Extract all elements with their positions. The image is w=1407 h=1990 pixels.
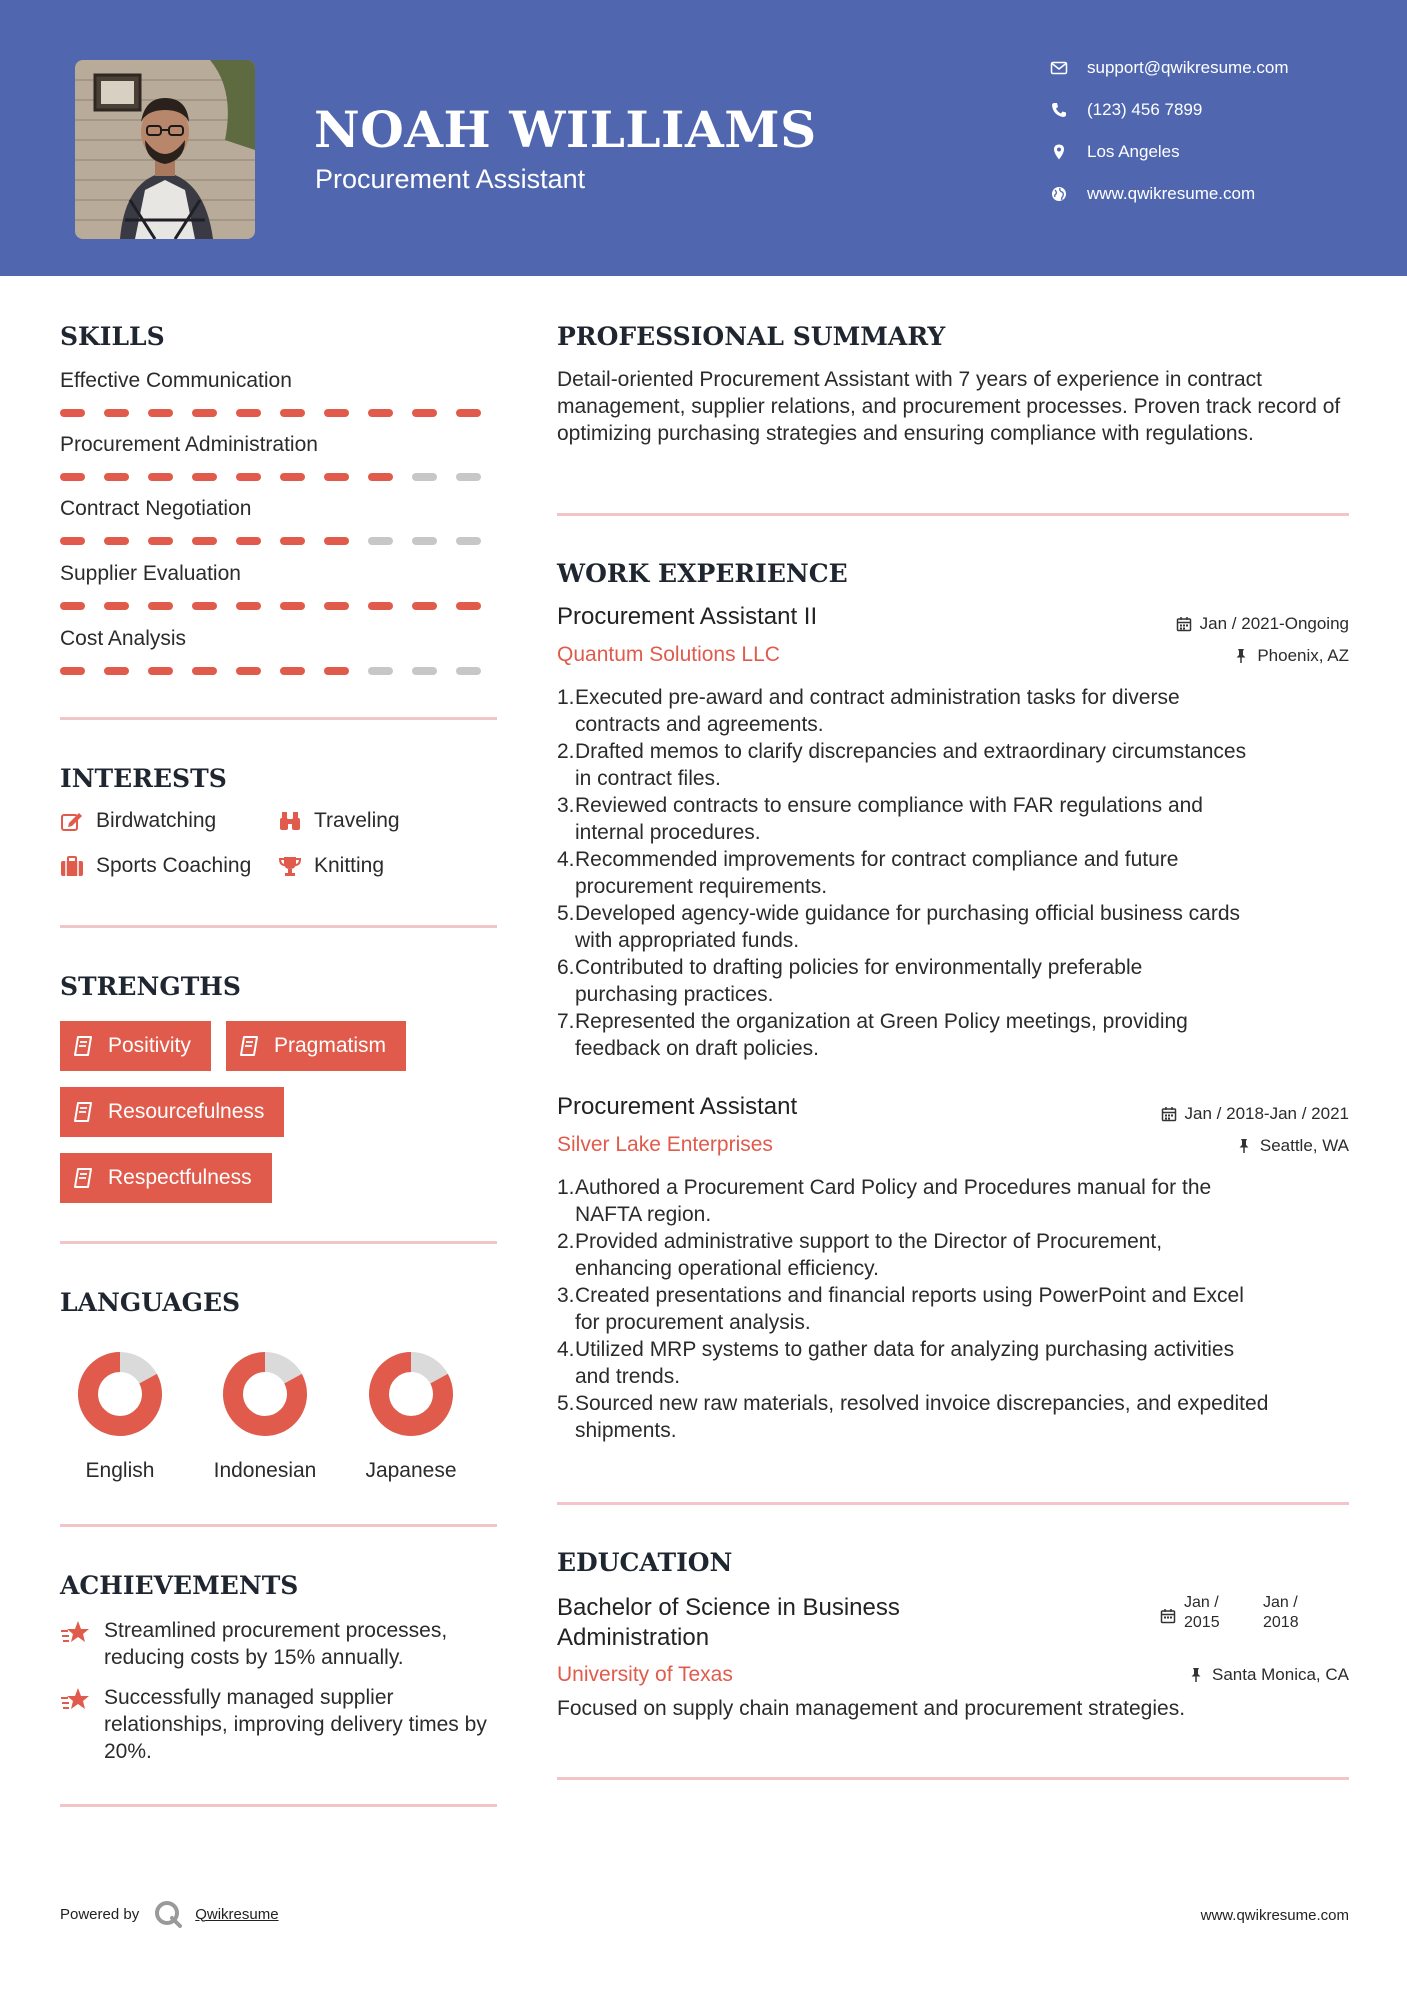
candidate-name: NOAH WILLIAMS bbox=[314, 100, 817, 159]
job-company: Quantum Solutions LLC bbox=[557, 643, 780, 666]
skill-rating-dash bbox=[192, 473, 217, 481]
job-role: Procurement Assistant bbox=[557, 1093, 798, 1120]
pushpin-icon bbox=[1188, 1667, 1204, 1683]
degree-line: Bachelor of Science in Business bbox=[557, 1594, 900, 1621]
list-item bbox=[557, 1174, 1352, 1228]
calendar-icon bbox=[1161, 1106, 1177, 1122]
list-item bbox=[557, 1336, 1352, 1390]
strength-label: Resourcefulness bbox=[108, 1100, 265, 1123]
skill-rating-dash bbox=[104, 667, 129, 675]
phone-icon bbox=[1050, 101, 1068, 119]
skill-rating-dash bbox=[368, 667, 393, 675]
book-icon bbox=[238, 1035, 260, 1057]
list-text bbox=[575, 738, 1246, 792]
list-text bbox=[575, 1390, 1268, 1444]
list-item bbox=[557, 684, 1352, 738]
strength-label: Respectfulness bbox=[108, 1166, 252, 1189]
skill-item bbox=[60, 561, 500, 610]
list-text bbox=[575, 684, 1180, 738]
list-line: enhancing operational efficiency. bbox=[575, 1257, 879, 1280]
briefcase-icon bbox=[60, 855, 84, 877]
job-location-text: Phoenix, AZ bbox=[1257, 646, 1349, 665]
list-number: 2. bbox=[557, 1230, 575, 1253]
skill-rating-dash bbox=[324, 473, 349, 481]
list-item bbox=[557, 1228, 1352, 1282]
education-location-text: Santa Monica, CA bbox=[1211, 1665, 1349, 1684]
list-line: Contributed to drafting policies for environmentally preferable bbox=[575, 956, 1143, 979]
skill-rating-dash bbox=[324, 409, 349, 417]
list-number: 2. bbox=[557, 740, 575, 763]
contact-website-text: www.qwikresume.com bbox=[1087, 184, 1256, 203]
resume-header bbox=[0, 0, 1407, 276]
skill-rating-dash bbox=[280, 667, 305, 675]
contact-email[interactable] bbox=[1050, 58, 1390, 78]
skill-rating-dash bbox=[148, 409, 173, 417]
section-divider bbox=[557, 1502, 1349, 1505]
skill-rating-dash bbox=[192, 409, 217, 417]
list-item bbox=[557, 900, 1352, 954]
section-divider bbox=[60, 925, 497, 928]
skill-rating-dash bbox=[60, 667, 85, 675]
list-item bbox=[557, 954, 1352, 1008]
list-text bbox=[575, 1174, 1211, 1228]
list-item bbox=[557, 1282, 1352, 1336]
skill-item bbox=[60, 626, 500, 675]
list-line: Recommended improvements for contract compliance and future bbox=[575, 848, 1179, 871]
strength-label: Positivity bbox=[108, 1034, 191, 1057]
list-number: 7. bbox=[557, 1010, 575, 1033]
pushpin-icon bbox=[1233, 648, 1249, 664]
skill-rating-dash bbox=[60, 409, 85, 417]
list-line: procurement requirements. bbox=[575, 875, 828, 898]
skill-rating-dash bbox=[456, 602, 481, 610]
skill-rating-dash bbox=[456, 473, 481, 481]
interest-item bbox=[278, 809, 400, 833]
skill-rating-dash bbox=[412, 537, 437, 545]
list-text bbox=[575, 954, 1142, 1008]
list-text bbox=[575, 1228, 1162, 1282]
summary-text: Detail-oriented Procurement Assistant with 7 years of experience in contract management, supplier relations, and procurement processes. Proven track record of optimizing purchasing strategies and ensuring compliance with regulations. bbox=[557, 368, 1341, 445]
date-line: Jan / bbox=[1184, 1594, 1219, 1611]
list-text bbox=[575, 1336, 1234, 1390]
education-degree bbox=[557, 1593, 900, 1653]
list-item bbox=[557, 846, 1352, 900]
skill-name: Cost Analysis bbox=[60, 627, 187, 650]
qwikresume-logo-icon bbox=[153, 1899, 183, 1929]
list-line: with appropriated funds. bbox=[575, 929, 800, 952]
list-text bbox=[575, 1008, 1188, 1062]
skill-rating-dash bbox=[280, 409, 305, 417]
degree-line: Administration bbox=[557, 1624, 710, 1651]
skill-name: Effective Communication bbox=[60, 369, 292, 392]
book-icon bbox=[72, 1101, 94, 1123]
skill-rating-dash bbox=[236, 473, 261, 481]
contact-email-text: support@qwikresume.com bbox=[1087, 58, 1289, 77]
skill-rating-dash bbox=[456, 537, 481, 545]
education-location bbox=[1049, 1665, 1349, 1685]
skill-rating-dash bbox=[236, 409, 261, 417]
list-line: Authored a Procurement Card Policy and Procedures manual for the bbox=[575, 1176, 1212, 1199]
qwikresume-link[interactable]: Qwikresume bbox=[195, 1905, 279, 1923]
profile-photo bbox=[75, 60, 255, 239]
list-line: in contract files. bbox=[575, 767, 721, 790]
section-divider bbox=[60, 1524, 497, 1527]
list-number: 5. bbox=[557, 1392, 575, 1415]
list-item bbox=[557, 738, 1352, 792]
map-marker-icon bbox=[1050, 143, 1068, 161]
section-divider bbox=[60, 717, 497, 720]
star-icon bbox=[60, 1619, 90, 1647]
section-divider bbox=[60, 1241, 497, 1244]
language-name: English bbox=[85, 1459, 155, 1482]
skill-rating-dash bbox=[236, 667, 261, 675]
list-line: contracts and agreements. bbox=[575, 713, 824, 736]
list-line: Utilized MRP systems to gather data for analyzing purchasing activities bbox=[575, 1338, 1235, 1361]
experience-heading: WORK EXPERIENCE bbox=[557, 559, 848, 588]
skill-rating bbox=[60, 409, 500, 417]
skill-rating bbox=[60, 602, 500, 610]
education-dates bbox=[1160, 1593, 1350, 1637]
list-line: purchasing practices. bbox=[575, 983, 774, 1006]
interest-item bbox=[60, 809, 216, 833]
edit-icon bbox=[60, 810, 84, 832]
footer-website-link[interactable]: www.qwikresume.com bbox=[1200, 1907, 1349, 1924]
skill-rating-dash bbox=[60, 473, 85, 481]
envelope-icon bbox=[1050, 59, 1068, 77]
skill-rating-dash bbox=[236, 537, 261, 545]
skill-rating-dash bbox=[280, 473, 305, 481]
section-divider bbox=[557, 1777, 1349, 1780]
languages-heading: LANGUAGES bbox=[60, 1288, 241, 1317]
skill-rating-dash bbox=[456, 667, 481, 675]
list-text bbox=[575, 792, 1203, 846]
list-number: 1. bbox=[557, 1176, 575, 1199]
interest-label: Knitting bbox=[314, 854, 385, 877]
skill-rating-dash bbox=[104, 409, 129, 417]
list-number: 3. bbox=[557, 1284, 575, 1307]
contact-website[interactable] bbox=[1050, 184, 1390, 204]
binoculars-icon bbox=[278, 810, 302, 832]
strength-tag bbox=[226, 1021, 406, 1071]
skill-rating-dash bbox=[324, 602, 349, 610]
skill-rating-dash bbox=[104, 473, 129, 481]
achievement-text: Streamlined procurement processes, reducing costs by 15% annually. bbox=[104, 1619, 448, 1669]
skill-rating-dash bbox=[412, 409, 437, 417]
skill-rating-dash bbox=[368, 537, 393, 545]
job-dates bbox=[1049, 1104, 1349, 1124]
contact-phone[interactable] bbox=[1050, 100, 1390, 120]
list-text bbox=[575, 1282, 1244, 1336]
list-line: Represented the organization at Green Policy meetings, providing bbox=[575, 1010, 1188, 1033]
skill-rating-dash bbox=[368, 409, 393, 417]
skill-rating-dash bbox=[280, 602, 305, 610]
language-item bbox=[336, 1349, 486, 1483]
skill-rating-dash bbox=[104, 537, 129, 545]
contact-phone-text: (123) 456 7899 bbox=[1087, 100, 1203, 119]
strength-tag bbox=[60, 1153, 272, 1203]
calendar-icon bbox=[1176, 616, 1192, 632]
skill-name: Procurement Administration bbox=[60, 433, 318, 456]
list-item bbox=[557, 792, 1352, 846]
skill-rating-dash bbox=[456, 409, 481, 417]
achievement-text: Successfully managed supplier relationships, improving delivery times by 20%. bbox=[104, 1686, 487, 1763]
globe-icon bbox=[1050, 185, 1068, 203]
list-line: Drafted memos to clarify discrepancies and extraordinary circumstances bbox=[575, 740, 1247, 763]
list-number: 4. bbox=[557, 848, 575, 871]
strength-tag bbox=[60, 1021, 211, 1071]
interest-label: Traveling bbox=[314, 809, 400, 832]
job-location-text: Seattle, WA bbox=[1259, 1136, 1349, 1155]
skill-rating-dash bbox=[60, 602, 85, 610]
skill-item bbox=[60, 368, 500, 417]
skills-heading: SKILLS bbox=[60, 322, 165, 351]
list-number: 6. bbox=[557, 956, 575, 979]
education-description: Focused on supply chain management and procurement strategies. bbox=[557, 1697, 1186, 1720]
strengths-heading: STRENGTHS bbox=[60, 972, 241, 1001]
date-line: 2018 bbox=[1263, 1614, 1299, 1631]
job-company: Silver Lake Enterprises bbox=[557, 1133, 773, 1156]
list-line: Created presentations and financial reports using PowerPoint and Excel bbox=[575, 1284, 1244, 1307]
powered-by-text: Powered by bbox=[60, 1905, 140, 1923]
book-icon bbox=[72, 1167, 94, 1189]
skill-rating-dash bbox=[368, 602, 393, 610]
skill-rating bbox=[60, 473, 500, 481]
list-number: 4. bbox=[557, 1338, 575, 1361]
skill-rating-dash bbox=[104, 602, 129, 610]
skill-item bbox=[60, 496, 500, 545]
education-start bbox=[1184, 1593, 1220, 1633]
skill-rating bbox=[60, 667, 500, 675]
list-line: for procurement analysis. bbox=[575, 1311, 811, 1334]
section-divider bbox=[60, 1804, 497, 1807]
achievement-item bbox=[60, 1684, 500, 1765]
list-number: 1. bbox=[557, 686, 575, 709]
list-line: and trends. bbox=[575, 1365, 681, 1388]
list-item bbox=[557, 1008, 1352, 1062]
strength-tag bbox=[60, 1087, 284, 1137]
list-item bbox=[557, 1390, 1352, 1444]
job-dates-text: Jan / 2021-Ongoing bbox=[1199, 614, 1349, 633]
skill-name: Supplier Evaluation bbox=[60, 562, 241, 585]
list-line: Reviewed contracts to ensure compliance with FAR regulations and bbox=[575, 794, 1203, 817]
list-line: Sourced new raw materials, resolved invoice discrepancies, and expedited bbox=[575, 1392, 1269, 1415]
skill-rating-dash bbox=[148, 473, 173, 481]
strength-label: Pragmatism bbox=[274, 1034, 387, 1057]
language-ring bbox=[220, 1349, 310, 1439]
interest-label: Sports Coaching bbox=[96, 854, 252, 877]
list-line: feedback on draft policies. bbox=[575, 1037, 819, 1060]
skill-rating-dash bbox=[412, 473, 437, 481]
pushpin-icon bbox=[1236, 1138, 1252, 1154]
skill-rating-dash bbox=[148, 667, 173, 675]
job-bullets bbox=[557, 1174, 1352, 1444]
skill-rating-dash bbox=[280, 537, 305, 545]
book-icon bbox=[72, 1035, 94, 1057]
job-location bbox=[1049, 1136, 1349, 1156]
language-item bbox=[45, 1349, 195, 1483]
star-icon bbox=[60, 1686, 90, 1714]
language-name: Japanese bbox=[365, 1459, 457, 1482]
list-line: Developed agency-wide guidance for purchasing official business cards bbox=[575, 902, 1241, 925]
skill-rating-dash bbox=[60, 537, 85, 545]
skill-rating-dash bbox=[324, 667, 349, 675]
footer-powered-by bbox=[60, 1899, 279, 1929]
education-school: University of Texas bbox=[557, 1663, 733, 1686]
interest-label: Birdwatching bbox=[96, 809, 217, 832]
job-dates bbox=[1049, 614, 1349, 634]
contact-location-text: Los Angeles bbox=[1087, 142, 1180, 161]
language-name: Indonesian bbox=[213, 1459, 317, 1482]
skill-rating-dash bbox=[148, 602, 173, 610]
education-end bbox=[1263, 1593, 1299, 1633]
skill-item bbox=[60, 432, 500, 481]
list-text bbox=[575, 846, 1178, 900]
list-line: NAFTA region. bbox=[575, 1203, 712, 1226]
trophy-icon bbox=[278, 855, 302, 877]
skill-rating-dash bbox=[412, 667, 437, 675]
interests-heading: INTERESTS bbox=[60, 764, 227, 793]
achievement-item bbox=[60, 1617, 500, 1671]
calendar-icon bbox=[1160, 1608, 1176, 1624]
date-line: Jan / bbox=[1263, 1594, 1298, 1611]
list-number: 3. bbox=[557, 794, 575, 817]
job-location bbox=[1049, 646, 1349, 666]
candidate-title: Procurement Assistant bbox=[315, 164, 586, 194]
skill-name: Contract Negotiation bbox=[60, 497, 252, 520]
skill-rating-dash bbox=[412, 602, 437, 610]
language-item bbox=[190, 1349, 340, 1483]
skill-rating-dash bbox=[192, 667, 217, 675]
contact-location bbox=[1050, 142, 1390, 162]
summary-heading: PROFESSIONAL SUMMARY bbox=[557, 322, 946, 351]
job-bullets bbox=[557, 684, 1352, 1062]
job-dates-text: Jan / 2018-Jan / 2021 bbox=[1184, 1104, 1349, 1123]
interest-item bbox=[278, 854, 384, 878]
date-line: 2015 bbox=[1184, 1614, 1220, 1631]
list-number: 5. bbox=[557, 902, 575, 925]
list-line: Executed pre-award and contract administration tasks for diverse bbox=[575, 686, 1180, 709]
section-divider bbox=[557, 513, 1349, 516]
skill-rating-dash bbox=[192, 602, 217, 610]
skill-rating-dash bbox=[192, 537, 217, 545]
job-role: Procurement Assistant II bbox=[557, 603, 818, 630]
list-text bbox=[575, 900, 1240, 954]
language-ring bbox=[75, 1349, 165, 1439]
list-line: Provided administrative support to the Director of Procurement, bbox=[575, 1230, 1163, 1253]
language-ring bbox=[366, 1349, 456, 1439]
skill-rating bbox=[60, 537, 500, 545]
list-line: internal procedures. bbox=[575, 821, 761, 844]
skill-rating-dash bbox=[236, 602, 261, 610]
list-line: shipments. bbox=[575, 1419, 677, 1442]
education-heading: EDUCATION bbox=[557, 1548, 733, 1577]
skill-rating-dash bbox=[368, 473, 393, 481]
skill-rating-dash bbox=[324, 537, 349, 545]
interest-item bbox=[60, 854, 251, 878]
skill-rating-dash bbox=[148, 537, 173, 545]
achievements-heading: ACHIEVEMENTS bbox=[60, 1571, 299, 1600]
